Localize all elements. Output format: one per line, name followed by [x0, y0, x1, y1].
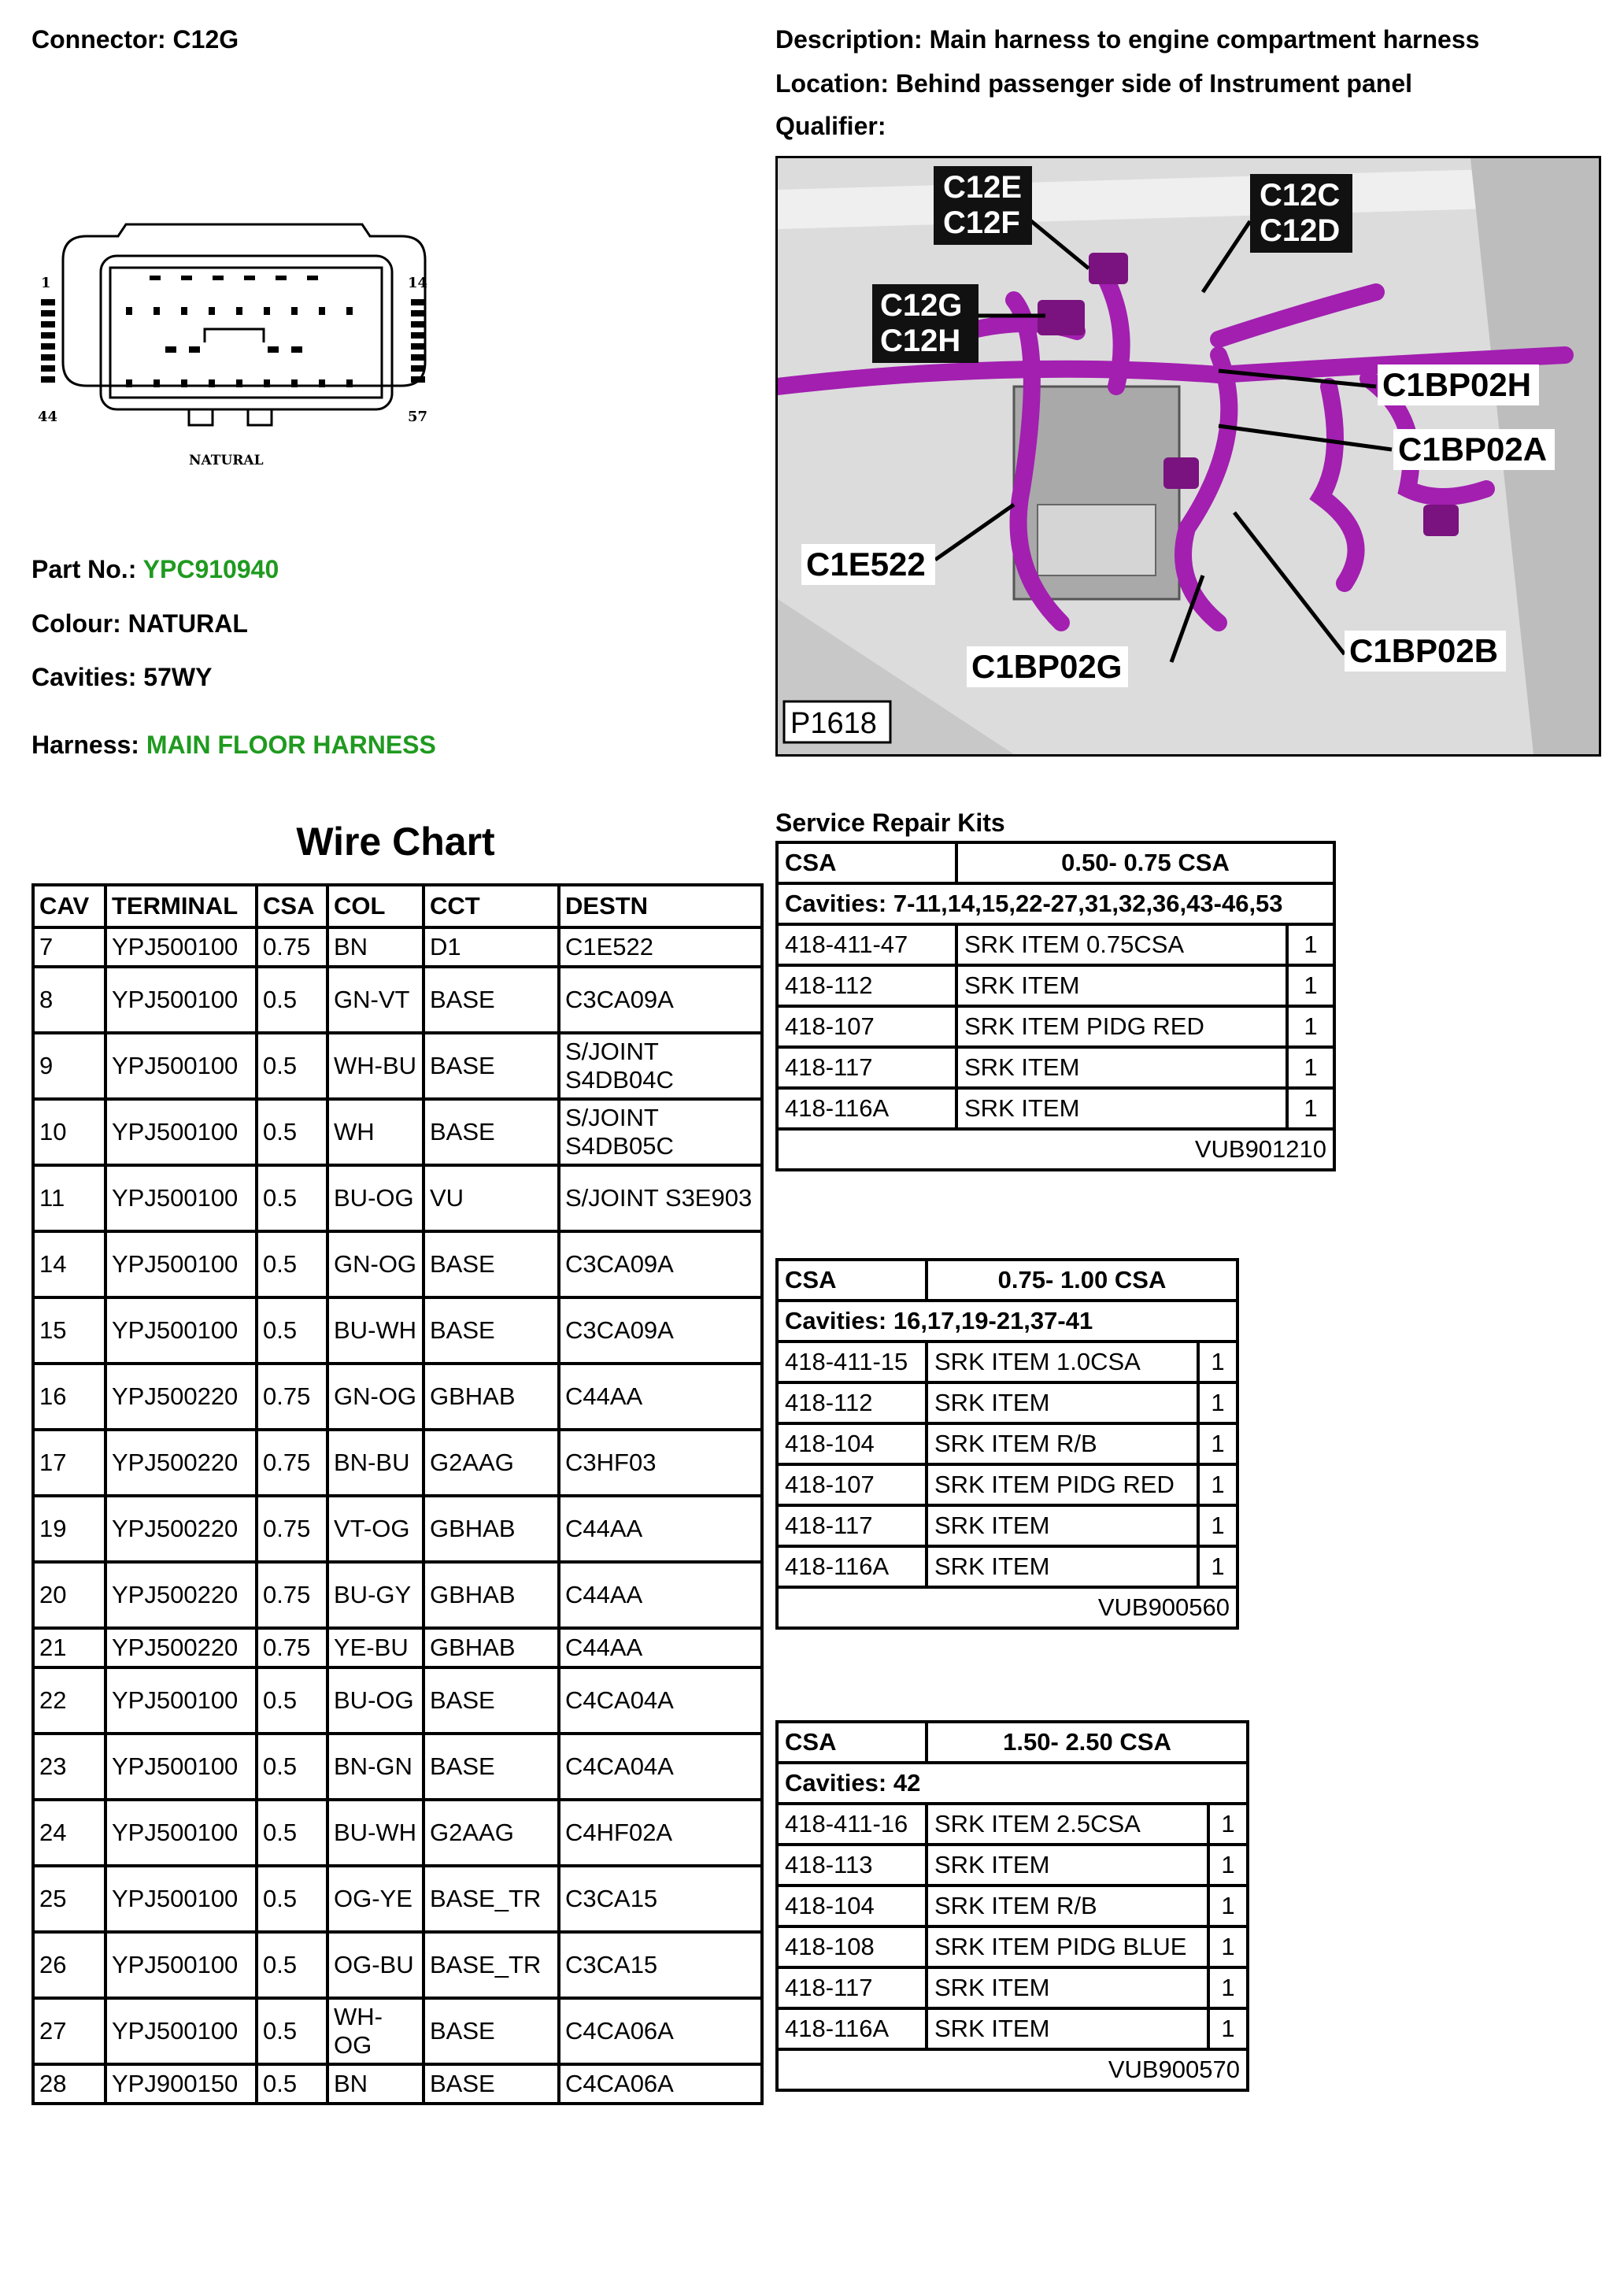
wire-cell-col: BN — [327, 2064, 424, 2104]
kit-item-qty: 1 — [1208, 1967, 1248, 2008]
col-header-csa: CSA — [257, 885, 327, 927]
wire-cell-col: BU-GY — [327, 1562, 424, 1628]
kit-csa-label: CSA — [777, 1722, 927, 1763]
wire-chart-row — [33, 1800, 762, 1866]
wire-cell-terminal: YPJ500100 — [105, 967, 257, 1033]
wire-cell-cav: 25 — [33, 1866, 105, 1932]
wire-cell-col: BN-GN — [327, 1734, 424, 1800]
wire-cell-col: GN-OG — [327, 1364, 424, 1430]
kit-item-qty: 1 — [1287, 965, 1334, 1006]
kit-item-row — [777, 1505, 1237, 1546]
photo-label-c1bp02h: C1BP02H — [1382, 366, 1532, 403]
kit-item-desc: SRK ITEM — [956, 1088, 1287, 1129]
wire-cell-cct: G2AAG — [424, 1430, 559, 1496]
kit-item-part: 418-411-47 — [777, 924, 956, 965]
wire-cell-col: GN-OG — [327, 1231, 424, 1297]
wire-cell-destn: C4CA04A — [559, 1667, 762, 1734]
kit-item-desc: SRK ITEM 2.5CSA — [927, 1804, 1208, 1845]
wire-cell-cav: 23 — [33, 1734, 105, 1800]
kit-item-part: 418-116A — [777, 1546, 927, 1587]
colour-label: Colour: — [31, 609, 121, 638]
wire-chart-row — [33, 1562, 762, 1628]
photo-label-c12d: C12D — [1260, 213, 1341, 248]
kit-item-desc: SRK ITEM R/B — [927, 1423, 1198, 1464]
wire-cell-col: GN-VT — [327, 967, 424, 1033]
wire-cell-cav: 27 — [33, 1998, 105, 2064]
kit-csa-range: 0.50- 0.75 CSA — [956, 842, 1334, 883]
cavities-value: 57WY — [143, 663, 213, 691]
wire-cell-cct: VU — [424, 1165, 559, 1231]
kit-item-desc: SRK ITEM — [927, 2008, 1208, 2049]
kit-header-row — [777, 1722, 1248, 1763]
description-label: Description: — [775, 25, 923, 54]
repair-kits-title: Service Repair Kits — [775, 809, 1005, 837]
wire-chart-row — [33, 1667, 762, 1734]
wire-cell-destn: C4CA06A — [559, 1998, 762, 2064]
kit-item-row — [777, 1342, 1237, 1382]
kit-cavities-row — [777, 1763, 1248, 1804]
kit-item-part: 418-116A — [777, 2008, 927, 2049]
harness-label: Harness: — [31, 731, 139, 759]
wire-cell-cct: BASE — [424, 2064, 559, 2104]
location-label: Location: — [775, 69, 889, 98]
kit-item-desc: SRK ITEM — [927, 1546, 1198, 1587]
wire-cell-cct: GBHAB — [424, 1364, 559, 1430]
kit-item-desc: SRK ITEM PIDG RED — [956, 1006, 1287, 1047]
photo-label-c12c: C12C — [1260, 178, 1341, 213]
wire-cell-terminal: YPJ500100 — [105, 1800, 257, 1866]
kit-item-part: 418-117 — [777, 1047, 956, 1088]
wire-cell-terminal: YPJ900150 — [105, 2064, 257, 2104]
kit-cavities: Cavities: 42 — [777, 1763, 1248, 1804]
wire-cell-col: YE-BU — [327, 1628, 424, 1667]
kit-item-row — [777, 1886, 1248, 1926]
kit-item-row — [777, 1423, 1237, 1464]
kit-item-desc: SRK ITEM — [927, 1382, 1198, 1423]
wire-cell-terminal: YPJ500220 — [105, 1430, 257, 1496]
wire-cell-destn: S/JOINT S4DB04C — [559, 1033, 762, 1099]
wire-cell-csa: 0.5 — [257, 1998, 327, 2064]
wire-cell-cav: 19 — [33, 1496, 105, 1562]
wire-cell-cav: 21 — [33, 1628, 105, 1667]
wire-cell-terminal: YPJ500100 — [105, 1297, 257, 1364]
kit-item-desc: SRK ITEM PIDG RED — [927, 1464, 1198, 1505]
wire-cell-cct: BASE — [424, 1099, 559, 1165]
wire-cell-terminal: YPJ500100 — [105, 1033, 257, 1099]
col-header-destn: DESTN — [559, 885, 762, 927]
wire-cell-cav: 26 — [33, 1932, 105, 1998]
col-header-col: COL — [327, 885, 424, 927]
wire-cell-csa: 0.75 — [257, 1562, 327, 1628]
repair-kit-table — [775, 841, 1336, 1171]
kit-item-qty: 1 — [1198, 1423, 1237, 1464]
connector-value: C12G — [172, 25, 239, 54]
colour-caption: NATURAL — [189, 453, 264, 468]
photo-label-c1e522: C1E522 — [806, 546, 926, 583]
kit-item-qty: 1 — [1287, 1088, 1334, 1129]
kit-item-qty: 1 — [1198, 1505, 1237, 1546]
wire-cell-cct: GBHAB — [424, 1562, 559, 1628]
wire-chart-row — [33, 1099, 762, 1165]
kit-number: VUB900570 — [777, 2049, 1248, 2090]
wire-chart-header-row — [33, 885, 762, 927]
wire-cell-destn: C44AA — [559, 1562, 762, 1628]
col-header-terminal: TERMINAL — [105, 885, 257, 927]
wire-cell-cct: D1 — [424, 927, 559, 967]
wire-cell-csa: 0.75 — [257, 1364, 327, 1430]
wire-chart-row — [33, 1231, 762, 1297]
wire-cell-csa: 0.5 — [257, 1165, 327, 1231]
part-number-line — [31, 553, 279, 585]
kit-cavities: Cavities: 7-11,14,15,22-27,31,32,36,43-46,53 — [777, 883, 1334, 924]
wire-cell-terminal: YPJ500220 — [105, 1364, 257, 1430]
kit-item-qty: 1 — [1208, 1845, 1248, 1886]
wire-cell-csa: 0.5 — [257, 1231, 327, 1297]
wire-cell-cav: 9 — [33, 1033, 105, 1099]
kit-item-row — [777, 1926, 1248, 1967]
wire-cell-col: OG-BU — [327, 1932, 424, 1998]
wire-cell-col: WH-BU — [327, 1033, 424, 1099]
qualifier-label: Qualifier: — [775, 112, 886, 140]
wire-cell-cct: BASE_TR — [424, 1866, 559, 1932]
wire-cell-terminal: YPJ500220 — [105, 1496, 257, 1562]
wire-cell-destn: C3CA09A — [559, 967, 762, 1033]
wire-cell-destn: C4HF02A — [559, 1800, 762, 1866]
wire-cell-csa: 0.5 — [257, 1667, 327, 1734]
wire-cell-col: BU-WH — [327, 1800, 424, 1866]
kit-item-qty: 1 — [1208, 2008, 1248, 2049]
wire-cell-cav: 28 — [33, 2064, 105, 2104]
photo-label-c12g: C12G — [880, 288, 963, 323]
wire-cell-destn: C3CA09A — [559, 1231, 762, 1297]
col-header-cct: CCT — [424, 885, 559, 927]
wire-chart-row — [33, 1297, 762, 1364]
kit-header-row — [777, 1260, 1237, 1301]
wire-cell-csa: 0.5 — [257, 1033, 327, 1099]
wire-cell-destn: C44AA — [559, 1628, 762, 1667]
repair-kit-table — [775, 1258, 1239, 1630]
wire-chart-row — [33, 1430, 762, 1496]
wire-cell-col: BU-WH — [327, 1297, 424, 1364]
location-value: Behind passenger side of Instrument panel — [895, 69, 1412, 98]
wire-chart-row — [33, 2064, 762, 2104]
wire-cell-col: WH — [327, 1099, 424, 1165]
wire-chart-row — [33, 1734, 762, 1800]
wire-cell-destn: C44AA — [559, 1364, 762, 1430]
connector-label: Connector: — [31, 25, 166, 54]
wire-cell-cct: GBHAB — [424, 1496, 559, 1562]
kit-item-part: 418-107 — [777, 1006, 956, 1047]
kit-item-desc: SRK ITEM — [927, 1505, 1198, 1546]
wire-chart-table — [31, 883, 764, 2105]
kit-number: VUB900560 — [777, 1587, 1237, 1628]
wire-cell-terminal: YPJ500220 — [105, 1628, 257, 1667]
wire-cell-col: BU-OG — [327, 1165, 424, 1231]
description-value: Main harness to engine compartment harness — [929, 25, 1480, 54]
pin-number-last-row-start: 44 — [38, 409, 58, 425]
kit-item-desc: SRK ITEM — [927, 1967, 1208, 2008]
wire-chart-row — [33, 1496, 762, 1562]
wire-cell-destn: C1E522 — [559, 927, 762, 967]
kit-number: VUB901210 — [777, 1129, 1334, 1170]
kit-item-qty: 1 — [1198, 1464, 1237, 1505]
kit-item-row — [777, 1967, 1248, 2008]
wire-cell-cct: BASE — [424, 1297, 559, 1364]
col-header-cav: CAV — [33, 885, 105, 927]
wire-cell-col: WH-OG — [327, 1998, 424, 2064]
wire-cell-cct: G2AAG — [424, 1800, 559, 1866]
kit-item-row — [777, 1804, 1248, 1845]
photo-label-c1bp02g: C1BP02G — [971, 648, 1123, 685]
kit-item-part: 418-108 — [777, 1926, 927, 1967]
wire-cell-cct: BASE — [424, 1033, 559, 1099]
wire-cell-csa: 0.5 — [257, 2064, 327, 2104]
wire-cell-destn: S/JOINT S4DB05C — [559, 1099, 762, 1165]
wire-cell-destn: C4CA06A — [559, 2064, 762, 2104]
photo-label-c12e: C12E — [943, 170, 1023, 205]
wire-cell-terminal: YPJ500100 — [105, 1932, 257, 1998]
wire-cell-cav: 14 — [33, 1231, 105, 1297]
part-number-label: Part No.: — [31, 555, 137, 583]
part-number-value: YPC910940 — [142, 555, 279, 583]
wire-cell-col: BU-OG — [327, 1667, 424, 1734]
kit-csa-label: CSA — [777, 842, 956, 883]
kit-item-row — [777, 1464, 1237, 1505]
kit-item-qty: 1 — [1198, 1342, 1237, 1382]
wire-cell-destn: C3HF03 — [559, 1430, 762, 1496]
wire-cell-csa: 0.75 — [257, 1628, 327, 1667]
kit-item-desc: SRK ITEM — [956, 965, 1287, 1006]
kit-item-desc: SRK ITEM 1.0CSA — [927, 1342, 1198, 1382]
wire-cell-cct: BASE — [424, 1734, 559, 1800]
wire-cell-csa: 0.5 — [257, 1734, 327, 1800]
harness-line — [31, 729, 436, 761]
wire-cell-cav: 24 — [33, 1800, 105, 1866]
wire-cell-col: VT-OG — [327, 1496, 424, 1562]
wire-cell-cav: 7 — [33, 927, 105, 967]
kit-item-part: 418-104 — [777, 1886, 927, 1926]
kit-number-row — [777, 1129, 1334, 1170]
kit-number-row — [777, 2049, 1248, 2090]
kit-cavities-row — [777, 883, 1334, 924]
kit-number-row — [777, 1587, 1237, 1628]
harness-value: MAIN FLOOR HARNESS — [146, 731, 436, 759]
wire-cell-terminal: YPJ500100 — [105, 1165, 257, 1231]
kit-item-desc: SRK ITEM PIDG BLUE — [927, 1926, 1208, 1967]
kit-item-qty: 1 — [1198, 1546, 1237, 1587]
photo-figure-id: P1618 — [790, 707, 877, 740]
wire-cell-cav: 20 — [33, 1562, 105, 1628]
kit-csa-range: 1.50- 2.50 CSA — [927, 1722, 1248, 1763]
harness-illustration — [778, 158, 1599, 754]
kit-item-desc: SRK ITEM — [927, 1845, 1208, 1886]
wire-cell-terminal: YPJ500100 — [105, 1866, 257, 1932]
wire-cell-cav: 8 — [33, 967, 105, 1033]
wire-cell-destn: C44AA — [559, 1496, 762, 1562]
wire-cell-csa: 0.75 — [257, 1496, 327, 1562]
wire-cell-cct: BASE — [424, 1667, 559, 1734]
kit-item-part: 418-411-15 — [777, 1342, 927, 1382]
photo-label-c1bp02a: C1BP02A — [1398, 431, 1548, 468]
kit-csa-range: 0.75- 1.00 CSA — [927, 1260, 1237, 1301]
kit-item-part: 418-113 — [777, 1845, 927, 1886]
kit-csa-label: CSA — [777, 1260, 927, 1301]
photo-label-c1bp02b: C1BP02B — [1349, 632, 1499, 669]
kit-item-part: 418-117 — [777, 1505, 927, 1546]
wire-cell-csa: 0.5 — [257, 1932, 327, 1998]
wire-cell-cav: 16 — [33, 1364, 105, 1430]
wire-cell-destn: S/JOINT S3E903 — [559, 1165, 762, 1231]
wire-cell-destn: C4CA04A — [559, 1734, 762, 1800]
kit-item-desc: SRK ITEM 0.75CSA — [956, 924, 1287, 965]
wire-cell-cct: BASE — [424, 1231, 559, 1297]
kit-item-part: 418-112 — [777, 1382, 927, 1423]
wire-cell-csa: 0.75 — [257, 1430, 327, 1496]
wire-chart-row — [33, 1998, 762, 2064]
kit-item-row — [777, 2008, 1248, 2049]
cavities-label: Cavities: — [31, 663, 137, 691]
kit-item-part: 418-117 — [777, 1967, 927, 2008]
wire-cell-terminal: YPJ500100 — [105, 1667, 257, 1734]
wire-chart-row — [33, 927, 762, 967]
kit-item-row — [777, 965, 1334, 1006]
photo-label-c12h: C12H — [880, 324, 961, 358]
kit-item-row — [777, 924, 1334, 965]
wire-cell-col: BN-BU — [327, 1430, 424, 1496]
wire-cell-csa: 0.75 — [257, 927, 327, 967]
wire-cell-cav: 10 — [33, 1099, 105, 1165]
wire-chart-row — [33, 967, 762, 1033]
wire-chart-row — [33, 1033, 762, 1099]
wire-cell-cct: BASE — [424, 1998, 559, 2064]
kit-item-qty: 1 — [1287, 1047, 1334, 1088]
connector-face-drawing — [31, 213, 441, 472]
kit-item-desc: SRK ITEM — [956, 1047, 1287, 1088]
kit-item-row — [777, 1845, 1248, 1886]
kit-item-row — [777, 1047, 1334, 1088]
wire-cell-terminal: YPJ500220 — [105, 1562, 257, 1628]
wire-cell-cav: 15 — [33, 1297, 105, 1364]
wire-cell-terminal: YPJ500100 — [105, 1998, 257, 2064]
wire-cell-cav: 22 — [33, 1667, 105, 1734]
kit-item-part: 418-411-16 — [777, 1804, 927, 1845]
wire-cell-cav: 17 — [33, 1430, 105, 1496]
wire-cell-col: BN — [327, 927, 424, 967]
wire-chart-row — [33, 1628, 762, 1667]
wire-cell-cct: BASE — [424, 967, 559, 1033]
wire-cell-cct: BASE_TR — [424, 1932, 559, 1998]
wire-cell-csa: 0.5 — [257, 1866, 327, 1932]
kit-item-qty: 1 — [1208, 1886, 1248, 1926]
kit-item-desc: SRK ITEM R/B — [927, 1886, 1208, 1926]
kit-cavities-row — [777, 1301, 1237, 1342]
wire-cell-terminal: YPJ500100 — [105, 1099, 257, 1165]
kit-item-part: 418-104 — [777, 1423, 927, 1464]
kit-item-row — [777, 1006, 1334, 1047]
wire-chart-row — [33, 1364, 762, 1430]
connector-line — [31, 24, 239, 55]
wire-chart-title: Wire Chart — [296, 820, 495, 864]
kit-item-part: 418-116A — [777, 1088, 956, 1129]
qualifier-line — [775, 110, 886, 142]
wire-cell-csa: 0.5 — [257, 1297, 327, 1364]
kit-item-qty: 1 — [1287, 1006, 1334, 1047]
kit-item-qty: 1 — [1208, 1926, 1248, 1967]
pin-number-first: 1 — [41, 275, 51, 291]
wire-cell-csa: 0.5 — [257, 1800, 327, 1866]
kit-item-qty: 1 — [1208, 1804, 1248, 1845]
colour-value: NATURAL — [128, 609, 248, 638]
kit-item-row — [777, 1382, 1237, 1423]
wire-cell-cav: 11 — [33, 1165, 105, 1231]
kit-item-row — [777, 1088, 1334, 1129]
wire-chart-row — [33, 1932, 762, 1998]
kit-item-qty: 1 — [1287, 924, 1334, 965]
photo-label-c12f: C12F — [943, 205, 1020, 240]
repair-kit-table — [775, 1720, 1249, 2092]
colour-line — [31, 608, 248, 639]
wire-cell-cct: GBHAB — [424, 1628, 559, 1667]
wire-cell-csa: 0.5 — [257, 1099, 327, 1165]
kit-item-row — [777, 1546, 1237, 1587]
cavities-line — [31, 661, 212, 693]
wire-cell-terminal: YPJ500100 — [105, 1231, 257, 1297]
location-line — [775, 68, 1412, 99]
wire-cell-destn: C3CA09A — [559, 1297, 762, 1364]
description-line — [775, 24, 1479, 55]
wire-cell-col: OG-YE — [327, 1866, 424, 1932]
kit-cavities: Cavities: 16,17,19-21,37-41 — [777, 1301, 1237, 1342]
location-photo — [775, 156, 1601, 757]
wire-cell-csa: 0.5 — [257, 967, 327, 1033]
kit-item-part: 418-107 — [777, 1464, 927, 1505]
pin-number-last: 57 — [408, 409, 428, 425]
wire-cell-terminal: YPJ500100 — [105, 927, 257, 967]
kit-item-qty: 1 — [1198, 1382, 1237, 1423]
wire-cell-destn: C3CA15 — [559, 1932, 762, 1998]
wire-cell-destn: C3CA15 — [559, 1866, 762, 1932]
wire-chart-row — [33, 1866, 762, 1932]
kit-header-row — [777, 842, 1334, 883]
wire-cell-terminal: YPJ500100 — [105, 1734, 257, 1800]
kit-item-part: 418-112 — [777, 965, 956, 1006]
pin-number-row-end: 14 — [408, 275, 428, 291]
wire-chart-row — [33, 1165, 762, 1231]
